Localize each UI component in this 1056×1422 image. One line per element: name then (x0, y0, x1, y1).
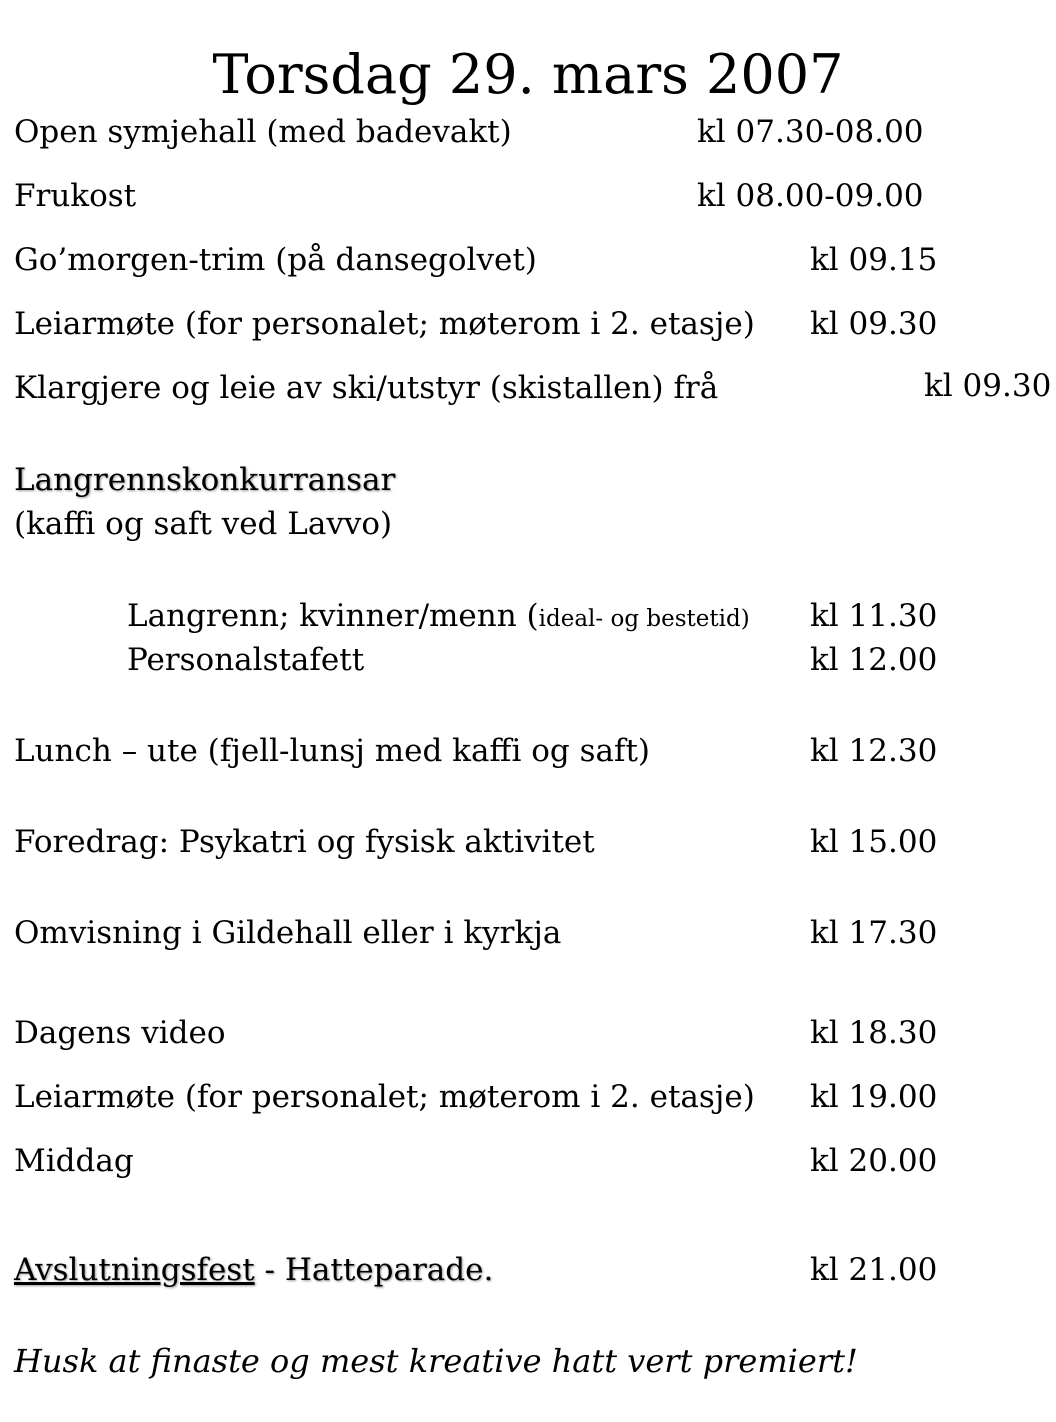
competition-item (127, 596, 750, 639)
schedule-time: kl 09.30 (924, 368, 1052, 404)
schedule-label: Leiarmøte (for personalet; møterom i 2. etasje) (14, 1079, 755, 1115)
competition-label: Personalstafett (127, 642, 365, 678)
reminder-note: Husk at finaste og mest kreative hatt vert premiert! (14, 1342, 858, 1380)
page-title: Torsdag 29. mars 2007 (212, 43, 844, 106)
schedule-time: kl 12.30 (810, 733, 938, 769)
schedule-label: Go’morgen-trim (på dansegolvet) (14, 242, 537, 278)
schedule-time: kl 09.15 (810, 242, 938, 278)
schedule-time: kl 18.30 (810, 1015, 938, 1051)
schedule-label: Frukost (14, 178, 137, 214)
schedule-label: Leiarmøte (for personalet; møterom i 2. etasje) (14, 306, 755, 342)
schedule-time: kl 07.30-08.00 (697, 114, 924, 150)
finale-time: kl 21.00 (810, 1252, 938, 1288)
schedule-label: Dagens video (14, 1015, 226, 1051)
section-note: (kaffi og saft ved Lavvo) (14, 506, 393, 542)
competition-time: kl 12.00 (810, 642, 938, 678)
schedule-label: Klargjere og leie av ski/utstyr (skistallen) frå (14, 370, 719, 406)
schedule-time: kl 15.00 (810, 824, 938, 860)
section-heading: Langrennskonkurransar (14, 462, 396, 498)
schedule-time: kl 19.00 (810, 1079, 938, 1115)
competition-time: kl 11.30 (810, 598, 938, 634)
finale-event: Avslutningsfest (14, 1252, 255, 1288)
schedule-label: Foredrag: Psykatri og fysisk aktivitet (14, 824, 595, 860)
schedule-label: Middag (14, 1143, 134, 1179)
schedule-time: kl 20.00 (810, 1143, 938, 1179)
schedule-label: Lunch – ute (fjell-lunsj med kaffi og saft) (14, 733, 650, 769)
schedule-time-clipped (924, 366, 1052, 410)
schedule-label: Open symjehall (med badevakt) (14, 114, 512, 150)
schedule-label: Omvisning i Gildehall eller i kyrkja (14, 915, 562, 951)
finale-line (14, 1250, 493, 1290)
schedule-time: kl 08.00-09.00 (697, 178, 924, 214)
schedule-time: kl 17.30 (810, 915, 938, 951)
schedule-time: kl 09.30 (810, 306, 938, 342)
competition-label-small: ideal- og bestetid) (538, 606, 750, 632)
competition-label: Langrenn; kvinner/menn ( (127, 598, 539, 634)
finale-rest: - Hatteparade. (254, 1252, 494, 1288)
